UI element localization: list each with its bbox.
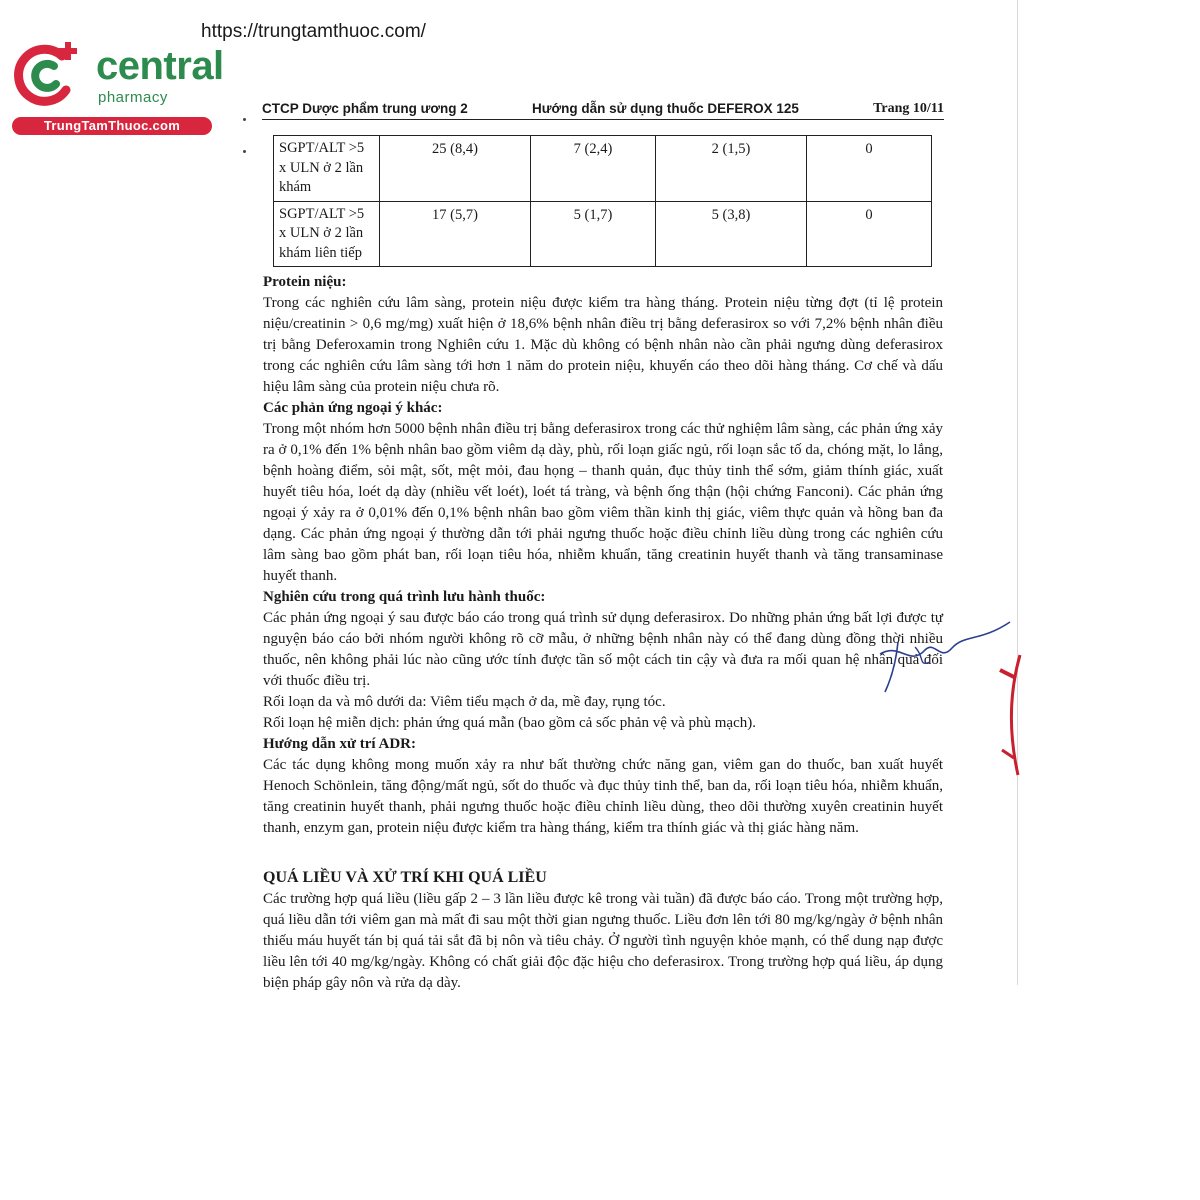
source-url[interactable]: https://trungtamthuoc.com/	[201, 21, 426, 42]
document-title: Hướng dẫn sử dụng thuốc DEFEROX 125	[532, 101, 799, 116]
brand-name: central	[96, 44, 224, 88]
paragraph-adr-management: Các tác dụng không mong muốn xảy ra như bất thường chức năng gan, viêm gan do thuốc, ban xuất huyết Henoch Schönlein, tăng động/mất ngủ, sốt do thuốc và đục thủy tinh thể, ban da, rối loạn tiêu hóa, nhiễm khuẩn, tăng creatinin huyết thanh, phải ngưng thuốc hoặc điều chỉnh liều dùng, theo dõi thường xuyên creatinin huyết thanh, enzym gan, protein niệu được kiểm tra hàng tháng, kiểm tra thính giác và thị giác hàng năm.	[263, 757, 943, 836]
section-heading-adr-management: Hướng dẫn xử trí ADR:	[263, 736, 416, 752]
paragraph-protein: Trong các nghiên cứu lâm sàng, protein niệu được kiểm tra hàng tháng. Protein niệu từng đợt (tỉ lệ protein niệu/creatinin > 0,6 mg/mg) xuất hiện ở 18,6% bệnh nhân điều trị bằng deferasirox so với 7,2% bệnh nhân điều trị bằng Deferoxamin trong Nghiên cứu 1. Mặc dù không có bệnh nhân nào cần phải ngưng dùng deferasirox trong các nghiên cứu lâm sàng tới hơn 1 năm do protein niệu, khuyến cáo theo dõi hàng tháng. Cơ chế và dấu hiệu lâm sàng của protein niệu chưa rõ.	[263, 295, 943, 395]
table-cell: 0	[807, 136, 932, 202]
table-cell: 5 (3,8)	[656, 201, 807, 267]
table-cell: 2 (1,5)	[656, 136, 807, 202]
brand-logo[interactable]	[10, 38, 224, 138]
liver-enzyme-table	[273, 135, 932, 267]
table-cell: 7 (2,4)	[531, 136, 656, 202]
page-number: Trang 10/11	[873, 101, 944, 116]
paragraph-immune-disorders: Rối loạn hệ miễn dịch: phản ứng quá mẫn (bao gồm cả sốc phản vệ và phù mạch).	[263, 715, 756, 731]
brand-subtitle: pharmacy	[98, 89, 168, 106]
section-heading-postmarket: Nghiên cứu trong quá trình lưu hành thuốc:	[263, 589, 546, 605]
central-pharmacy-logo-icon	[10, 38, 84, 112]
paragraph-other-adr: Trong một nhóm hơn 5000 bệnh nhân điều trị bằng deferasirox trong các thử nghiệm lâm sàng, các phản ứng xảy ra ở 0,1% đến 1% bệnh nhân bao gồm viêm dạ dày, phù, rối loạn giấc ngủ, rối loạn sắc tố da, chóng mặt, lo lắng, bệnh hoàng điểm, sỏi mật, sốt, mệt mỏi, đau họng – thanh quản, đục thủy tinh thể sớm, giảm thính giác, xuất huyết tiêu hóa, loét dạ dày (nhiều vết loét), loét tá tràng, và bệnh ống thận (hội chứng Fanconi). Các phản ứng ngoại ý xảy ra ở 0,01% đến 0,1% bệnh nhân bao gồm viêm thần kinh thị giác, viêm thực quản và hồng ban đa dạng. Các phản ứng ngoại ý thường dẫn tới phải ngưng thuốc hoặc điều chỉnh liều dùng trong các nghiên cứu lâm sàng bao gồm phát ban, rối loạn tiêu hóa, nhiễm khuẩn, tăng creatinin huyết thanh và tăng transaminase huyết thanh.	[263, 421, 943, 584]
paragraph-skin-disorders: Rối loạn da và mô dưới da: Viêm tiểu mạch ở da, mề đay, rụng tóc.	[263, 694, 666, 710]
table-cell: 25 (8,4)	[380, 136, 531, 202]
page-header	[262, 100, 944, 120]
scan-dot	[243, 150, 246, 153]
section-heading-protein: Protein niệu:	[263, 274, 347, 290]
table-cell: 0	[807, 201, 932, 267]
table-cell-label: SGPT/ALT >5 x ULN ở 2 lần khám	[274, 136, 380, 202]
brand-domain-bar: TrungTamThuoc.com	[12, 117, 212, 135]
table-cell: 5 (1,7)	[531, 201, 656, 267]
table-row	[274, 136, 932, 202]
company-name: CTCP Dược phẩm trung ương 2	[262, 101, 468, 116]
paragraph-overdose: Các trường hợp quá liều (liều gấp 2 – 3 lần liều được kê trong vài tuần) đã được báo cáo. Trong một trường hợp, quá liều dẫn tới viêm gan mà mất đi sau một thời gian ngưng thuốc. Liều đơn lên tới 80 mg/kg/ngày ở bệnh nhân thiếu máu huyết tán bị quá tải sắt đã bị nôn và tiêu chảy. Ở người tình nguyện khỏe mạnh, có thể dung nạp được liều lên tới 40 mg/kg/ngày. Không có chất giải độc đặc hiệu cho deferasirox. Trong trường hợp quá liều, áp dụng biện pháp gây nôn và rửa dạ dày.	[263, 891, 943, 991]
table-cell: 17 (5,7)	[380, 201, 531, 267]
paragraph-postmarket: Các phản ứng ngoại ý sau được báo cáo trong quá trình sử dụng deferasirox. Do những phản ứng bất lợi được tự nguyện báo cáo bởi nhóm người không rõ cỡ mẫu, ở những bệnh nhân này có thể đang dùng đồng thời nhiều thuốc, nên không phải lúc nào cũng ước tính được tần số một cách tin cậy và đưa ra mối quan hệ nhân quả đối với thuốc điều trị.	[263, 610, 943, 689]
red-stamp-mark	[990, 650, 1030, 780]
section-heading-overdose: QUÁ LIỀU VÀ XỬ TRÍ KHI QUÁ LIỀU	[263, 869, 547, 886]
section-heading-other-adr: Các phản ứng ngoại ý khác:	[263, 400, 443, 416]
table-cell-label: SGPT/ALT >5 x ULN ở 2 lần khám liên tiếp	[274, 201, 380, 267]
page-edge	[1017, 0, 1018, 985]
document-body	[263, 272, 943, 994]
table-row	[274, 201, 932, 267]
scan-dot	[243, 118, 246, 121]
